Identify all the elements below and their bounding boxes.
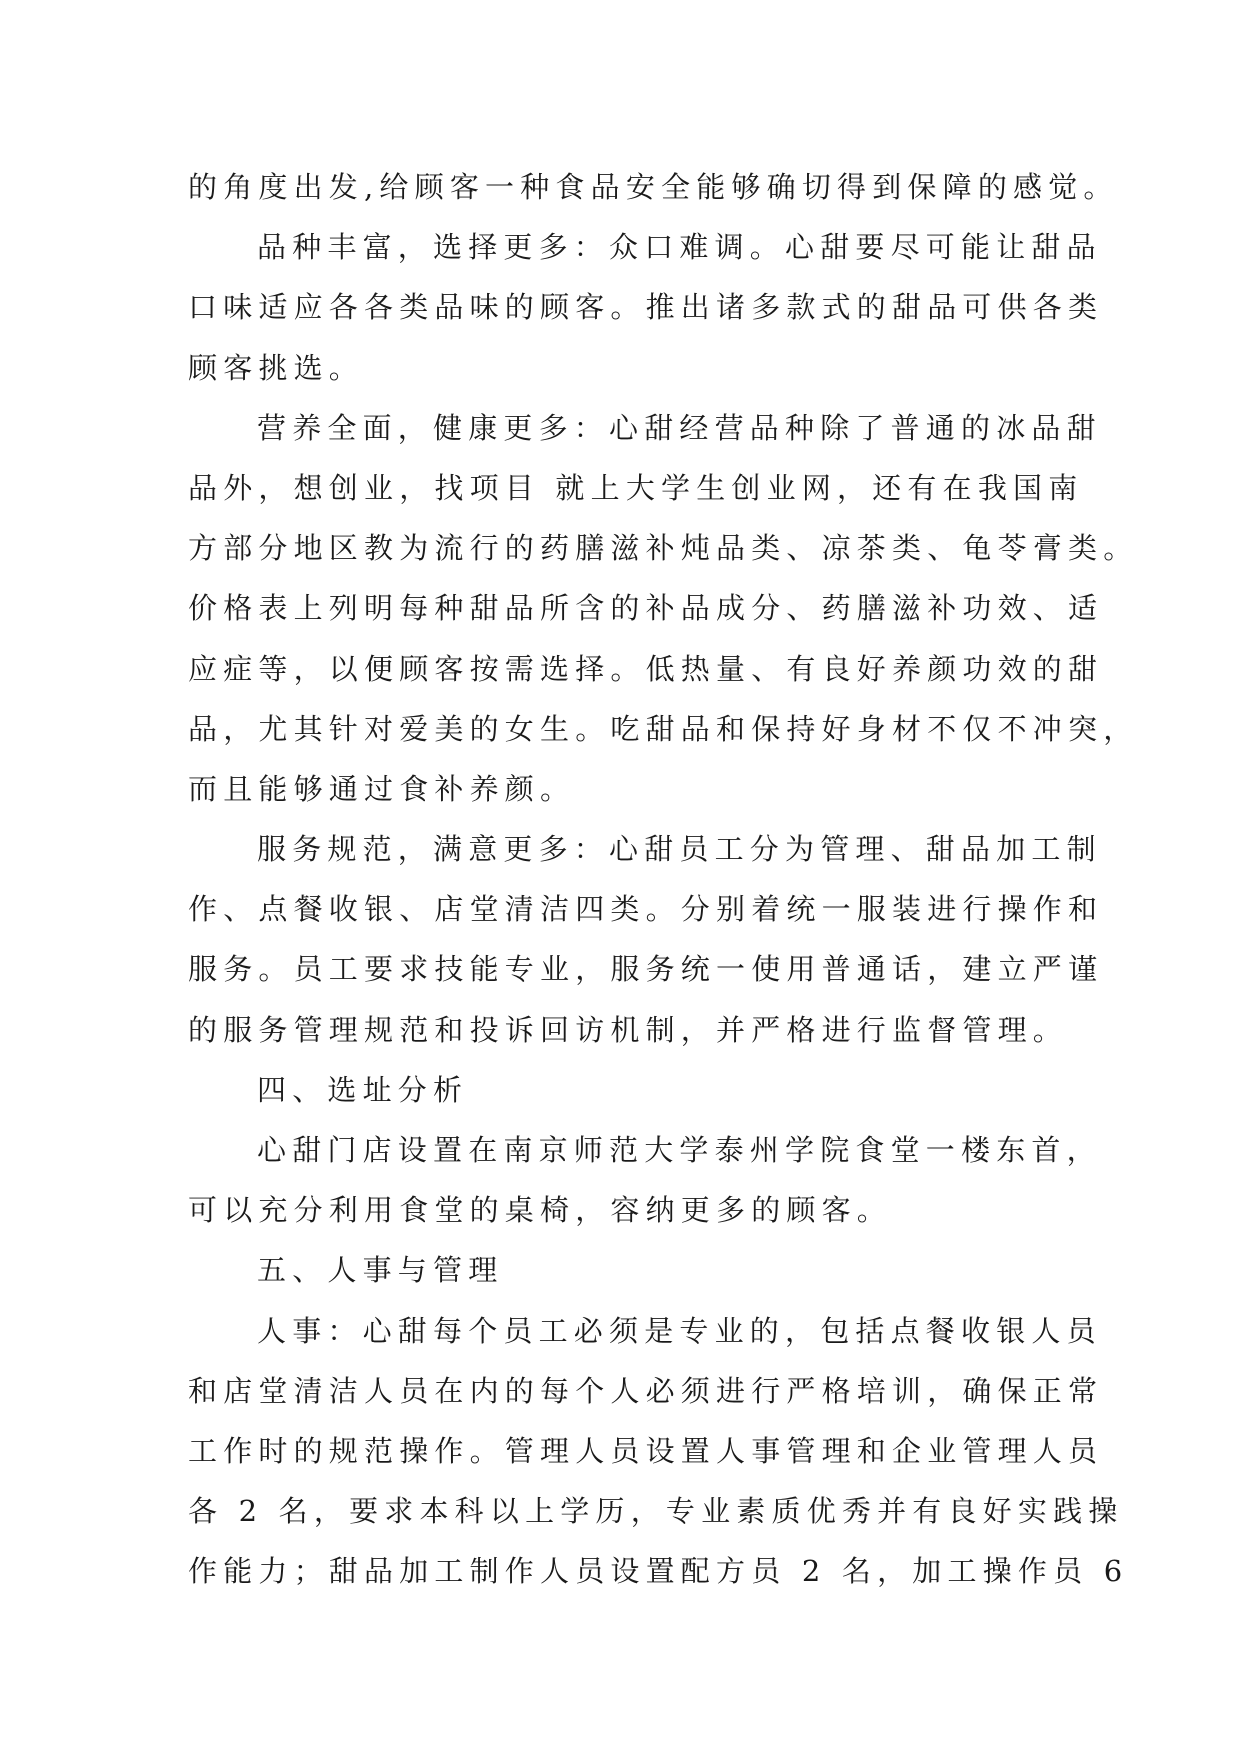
text-line: 品种丰富，选择更多：众口难调。心甜要尽可能让甜品 [257,230,1102,265]
text-line: 心甜门店设置在南京师范大学泰州学院食堂一楼东首， [257,1133,1102,1167]
text-line: 而且能够通过食补养颜。 [188,771,576,806]
text-line: 营养全面，健康更多：心甜经营品种除了普通的冰品甜 [257,410,1102,445]
text-line: 顾客挑选。 [188,350,365,385]
text-line: 价格表上列明每种甜品所含的补品成分、药膳滋补功效、适 [188,591,1104,626]
text-line: 作、点餐收银、店堂清洁四类。分别着统一服装进行操作和 [188,892,1104,927]
text-line: 服务规范，满意更多：心甜员工分为管理、甜品加工制 [257,832,1102,867]
text-line: 可以充分利用食堂的桌椅，容纳更多的顾客。 [188,1193,893,1228]
text-line: 五、人事与管理 [257,1253,504,1288]
text-line: 品，尤其针对爱美的女生。吃甜品和保持好身材不仅不冲突， [188,711,1139,746]
text-line: 工作时的规范操作。管理人员设置人事管理和企业管理人员 [188,1433,1104,1468]
text-line: 各 2 名，要求本科以上学历，专业素质优秀并有良好实践操 [188,1494,1124,1529]
text-line: 人事：心甜每个员工必须是专业的，包括点餐收银人员 [257,1313,1102,1348]
text-line: 服务。员工要求技能专业，服务统一使用普通话，建立严谨 [188,952,1104,987]
text-line: 品外，想创业，找项目 就上大学生创业网，还有在我国南 [188,470,1084,505]
text-line: 的服务管理规范和投诉回访机制，并严格进行监督管理。 [188,1012,1069,1047]
document-body [188,157,1139,1602]
text-line: 作能力；甜品加工制作人员设置配方员 2 名，加工操作员 6 [188,1554,1129,1589]
text-line: 的角度出发,给顾客一种食品安全能够确切得到保障的感觉。 [188,170,1119,204]
text-line: 四、选址分析 [257,1072,469,1107]
text-line: 和店堂清洁人员在内的每个人必须进行严格培训，确保正常 [188,1373,1104,1408]
text-line: 应症等，以便顾客按需选择。低热量、有良好养颜功效的甜 [188,651,1104,686]
text-line: 方部分地区教为流行的药膳滋补炖品类、凉茶类、龟苓膏类。 [188,531,1139,566]
text-line: 口味适应各各类品味的顾客。推出诸多款式的甜品可供各类 [188,290,1104,325]
